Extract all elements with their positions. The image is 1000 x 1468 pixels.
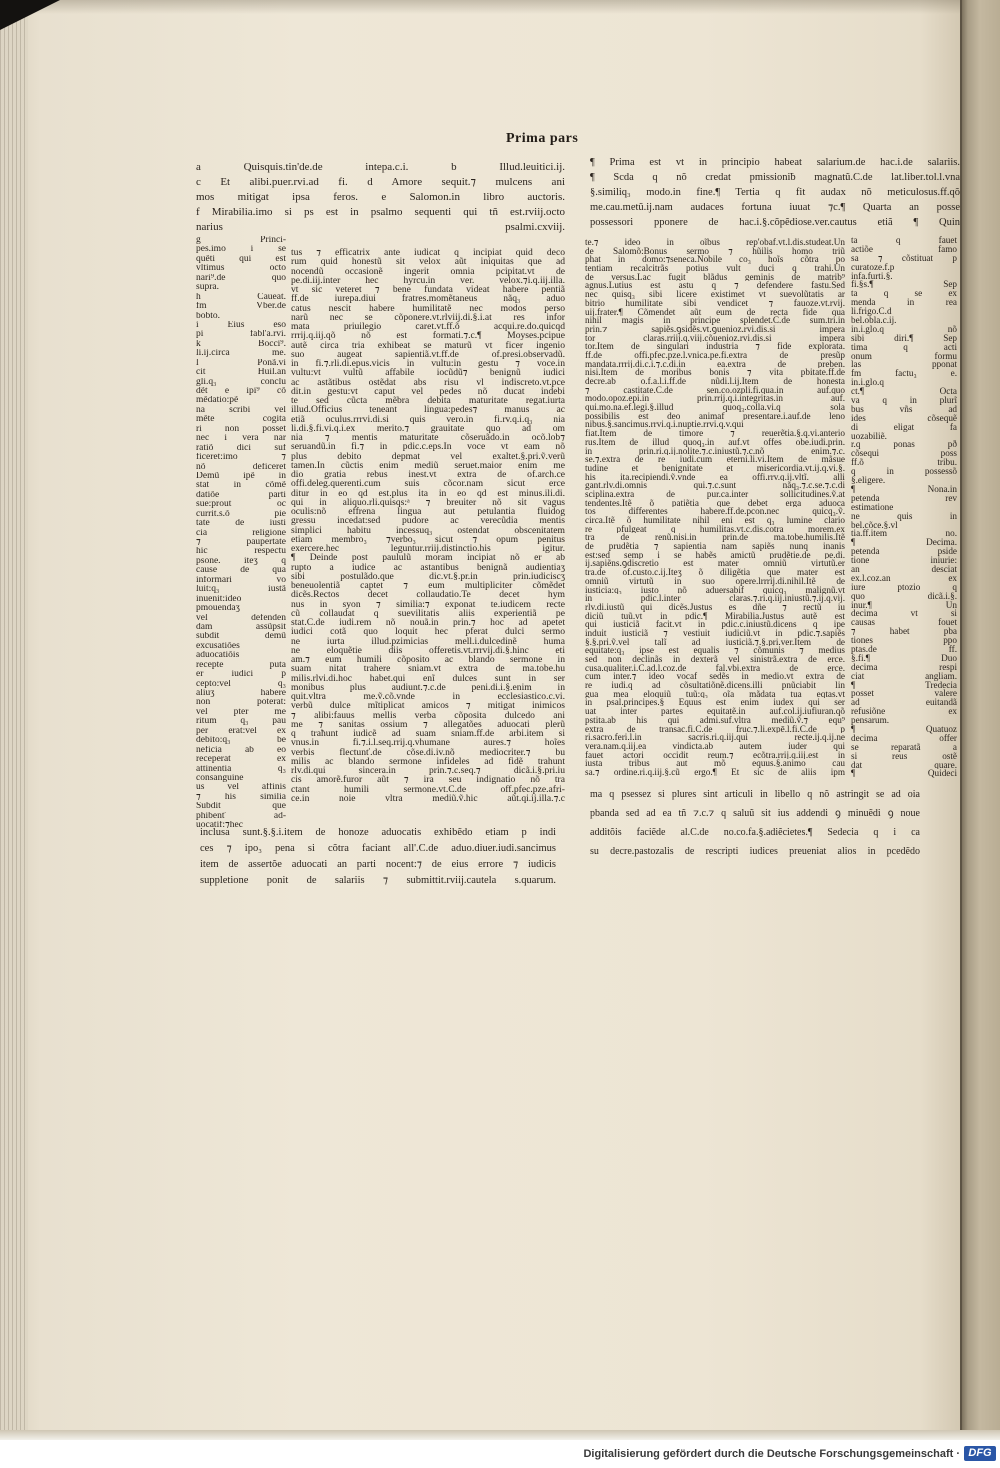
margin-note-line: Subdit que bbox=[196, 802, 286, 812]
text-line: mata priuilegio caret.vt.ff.õ acqui.re.do.quicqd bbox=[291, 322, 565, 332]
text-line: possibilis est deo animaf presentare.i.auf.de leno bbox=[585, 411, 845, 421]
text-line: li.di.§.fi.vi.q.i.ex merito.⁊ grauitate quo ad om bbox=[291, 423, 565, 433]
text-line: ne eloquẽtie diis offeretis.vt.rrrvij.di.§.hinc eti bbox=[291, 645, 565, 655]
text-line: nisi.Item de moribus bonis ⁊ vita pbitate.ff.de bbox=[585, 368, 845, 377]
margin-note-line: receperat ex bbox=[196, 755, 286, 765]
margin-note-line: sa ⁊ cõstituat p bbox=[851, 253, 957, 263]
text-line: ¶ Prima est vt in principio habeat salarium.de hac.i.de salariis. bbox=[590, 157, 960, 168]
text-line: ce.in noie vltra mediũ.ṽ.hic aũt.qi.ij.illa.⁊.c bbox=[291, 793, 565, 803]
text-line: extra de transac.fi.C.de fruc.⁊.li.expē.l.fi.C.de p bbox=[585, 724, 845, 734]
text-line: prin.⁊ sapiẽs.ꝯsidẽs.vt.ꝯuenioz.rvi.dis.si impera bbox=[585, 324, 845, 334]
text-line: inclusa sunt.§.§.i.item de honoze aduocatis exhibẽdo etiam p indi bbox=[200, 827, 556, 838]
right-bottom-text bbox=[590, 785, 920, 861]
margin-note-line: ct.¶ Octa bbox=[851, 387, 957, 397]
text-line: illud.Officius teneant lingua:pedes⁊ manus ac bbox=[291, 405, 565, 415]
margin-note-line: ri non posset bbox=[196, 424, 286, 434]
text-line: rupto a iudice ac astantibus benignã audientiaʒ bbox=[291, 562, 565, 572]
text-line: §.similiq₃ modo.in fine.¶ Tertia q fit audax nõ meticulosus.ff.qõ bbox=[590, 187, 960, 198]
margin-note-line: sue:prout oc bbox=[196, 500, 286, 510]
margin-note-line: nõ deficeret bbox=[196, 462, 286, 472]
text-line: simplici habitu incessuq₃ ostendat obscenitatem bbox=[291, 525, 565, 535]
margin-note-line: tima q acti bbox=[851, 342, 957, 352]
left-margin-notes bbox=[196, 236, 286, 831]
text-line: q traħunt iudicẽ ad suam sniam.ff.de arbi.item si bbox=[291, 729, 565, 739]
text-line: verbũ dulce mĩtiplicat amicos ⁊ mitigat inimicos bbox=[291, 701, 565, 711]
margin-note-line: attinentia q₃ bbox=[196, 764, 286, 774]
margin-note-line: bobto. bbox=[196, 311, 221, 321]
margin-note-line: actiõe famo bbox=[851, 244, 957, 254]
text-line: est:sed semp i se habẽs amictũ prudẽtie.de pe.di. bbox=[585, 550, 845, 560]
margin-note-line: ciat angliam. bbox=[851, 671, 957, 681]
text-line: ac astãtibus ostẽdat abs risu vl indiscreto.vt.pce bbox=[291, 377, 565, 387]
margin-note-line: decima offer bbox=[851, 733, 957, 743]
margin-note-line: bus vñs ad bbox=[851, 404, 957, 414]
text-line: nia ⁊ mentis maturitate cõseruãdo.in ocõ.lob⁊ bbox=[291, 433, 565, 443]
margin-note-line: uocatif:⁊hec bbox=[196, 821, 243, 831]
margin-note-line: tate de iusti bbox=[196, 519, 286, 529]
text-line: tentiam recalcitrãs potius vult duci q trahi.Un bbox=[585, 264, 845, 273]
text-line: rlv.di.iustũ qui dicẽs.Justus es dñe ⁊ rectũ iu bbox=[585, 602, 845, 612]
text-line: stat.C.de iudi.rem nõ nouã.in prin.⁊ hoc ad apetet bbox=[291, 618, 565, 628]
text-line: his ita.recipiendi.ṽ.vnde ea offi.rrv.q.ij.vltĩ. alli bbox=[585, 472, 845, 482]
text-line: sa.⁊ ordine.ri.q.iij.§.cũ ergo.¶ Et sic de aliis ipm bbox=[585, 767, 845, 777]
text-line: dio gratia rebus inest.vt extra de of.arch.ce bbox=[291, 470, 565, 480]
text-line: §.§.pri.ṽ.vel talĩ ad iusticiã.⁊.§.pri.ver.Item de bbox=[585, 637, 845, 647]
margin-note-line: causas fouet bbox=[851, 618, 957, 628]
margin-note-line: inuenit:ideo bbox=[196, 594, 242, 604]
page-stack-edge bbox=[0, 0, 28, 1436]
text-line: plus debito depmat vel exaltet.§.pri.ṽ.verũ bbox=[291, 451, 565, 461]
text-line: exercere.hec leguntur.rriij.distinctio.his igitur. bbox=[291, 544, 565, 554]
text-line: narũ nec se cõponere.vt.rlviij.di.§.i.at res infor bbox=[291, 312, 565, 322]
text-line: mandata.rrrij.di.c.i.⁊.c.di.in ea.extra de preben. bbox=[585, 359, 845, 369]
margin-note-line: onum formu bbox=[851, 351, 957, 361]
margin-note-line: ptas.de ff. bbox=[851, 644, 957, 654]
text-line: rus.Item de illud quoq₃.in auf.vt offes obe.iudi.prin. bbox=[585, 437, 845, 447]
margin-note-line: pensarum. bbox=[851, 716, 890, 725]
margin-note-line: i Eius eso bbox=[196, 320, 286, 330]
text-line: tos differentes habere.ff.de.pcon.nec quicq₃.ṽ. bbox=[585, 507, 845, 516]
margin-note-line: ritum q₃ pau bbox=[196, 717, 286, 727]
text-line: beneuolentiã captet ⁊ eum multipliciter cõmẽdet bbox=[291, 581, 565, 591]
text-line: me.cau.metũ.ij.nam audaces fortuna iuuat ⁊c.¶ Quarta an posse bbox=[590, 202, 960, 213]
margin-note-line: ratiõ dici suf bbox=[196, 443, 286, 453]
text-line: pe.di.iij.inter hec hyrcu.in ver. velox.⁊i.q.iij.illa. bbox=[291, 275, 565, 285]
text-line: iusticia:q₃ iusto nõ aduersabif quicq₃ malignũ.vt bbox=[585, 585, 845, 595]
margin-note-line: non poterat: bbox=[196, 698, 286, 708]
text-line: autẽ circa tria exhibeat se maturũ vt ficer ingenio bbox=[291, 340, 565, 350]
margin-note-line: petenda rev bbox=[851, 493, 957, 503]
text-line: in prin.ri.q.ij.nolite.⁊.c.iniustũ.⁊.c.nõ enim.⁊.c. bbox=[585, 446, 845, 456]
margin-note-line: decima respi bbox=[851, 662, 957, 672]
margin-note-line: sibi diri.¶ Sep bbox=[851, 333, 957, 343]
margin-note-line: r.q ponas pð bbox=[851, 440, 957, 450]
page-bottom-edge bbox=[0, 1430, 1000, 1440]
text-line: qui iusticiã facit.vt in pdic.c.iniustũ.dicens q ipe bbox=[585, 620, 845, 629]
text-line: sibi postulãdo.que dic.vt.§.pr.in prin.iudiciscʒ bbox=[291, 571, 565, 581]
margin-note-line: curatoze.f.p bbox=[851, 262, 895, 272]
margin-note-line: excusatiões bbox=[196, 641, 240, 651]
text-line: diciũ tuũ.vt in pdic.¶ Mirabilia.Justus autẽ est bbox=[585, 611, 845, 621]
funding-notice: Digitalisierung gefördert durch die Deutsche Forschungsgemeinschaft · bbox=[583, 1448, 960, 1460]
text-line: ff.de offi.pfec.pze.l.vnica.pe.fi.extra de presũp bbox=[585, 350, 845, 360]
text-line: equitate:q₃ ipse est equalis ⁊ cõmunis ⁊ medius bbox=[585, 646, 845, 655]
margin-note-line: fm factu₃ e. bbox=[851, 369, 957, 379]
margin-note-line: pmouendaʒ bbox=[196, 604, 240, 614]
scanner-corner bbox=[0, 0, 60, 30]
facing-page-edge bbox=[962, 0, 1000, 1440]
margin-note-line: ex.l.coz.an ex bbox=[851, 573, 957, 583]
margin-note-line: ¶ Quideci bbox=[851, 769, 957, 779]
margin-note-line: va q in plurĩ bbox=[851, 396, 957, 405]
margin-note-line: iure ptozio q bbox=[851, 582, 957, 592]
text-line: iudici cotã quo loquit hec pferat dulci sermo bbox=[291, 627, 565, 637]
text-line: induit iusticiã ⁊ vestiuit iudiciũ.vt in pdic.⁊.sapiẽs bbox=[585, 628, 845, 638]
gloss-line: mos mitigat ipsa feros. e Salomon.in libro auctoris. bbox=[196, 191, 565, 203]
text-line: nocendũ occasionẽ ingerit omnia pcipitat.vt de bbox=[291, 266, 565, 276]
text-line: milis ac blando sermone infideles ad fidẽ trahunt bbox=[291, 756, 565, 766]
text-line: suppletione ponit de salariis ⁊ submittit.rviij.cautela s.quarum. bbox=[200, 875, 556, 886]
text-line: fauet actori occidit reum.⁊ ecõtra.rrij.q.iij.est in bbox=[585, 750, 845, 760]
margin-note-line: ¶ Tredecia bbox=[851, 680, 957, 690]
gloss-line: c Et alibi.puer.rvi.ad fi. d Amore sequit.⁊ mulcens ani bbox=[196, 176, 565, 188]
margin-note-line: ¶ Quatuoz bbox=[851, 724, 957, 734]
text-line: phat in domo:⁊seneca.Nobile co₃ hoĩs cõtra po bbox=[585, 255, 845, 265]
text-line: ⁊ alibi:fauus mellis verba cõposita dulcedo ani bbox=[291, 710, 565, 720]
margin-note-line: nari⁹.de quo bbox=[196, 273, 286, 283]
margin-note-line: stat in cõmẽ bbox=[196, 481, 286, 491]
margin-note-line: posset valere bbox=[851, 689, 957, 699]
margin-note-line: fi.§s.¶ Sep bbox=[851, 280, 957, 290]
margin-note-line: ⁊ his similia bbox=[196, 792, 286, 802]
text-line: de Salomõ:Bonus sermo ⁊ hũilis homo triũ bbox=[585, 246, 845, 256]
margin-note-line: refusiõne ex bbox=[851, 707, 957, 717]
margin-note-line: vel defenden bbox=[196, 613, 286, 623]
margin-note-line: cepto:vel q₃ bbox=[196, 679, 286, 689]
left-bottom-text bbox=[200, 825, 556, 889]
text-line: pbanda sed ad ea tñ ⁊.c.⁊ q saluũ sit ius addendi ꝯ minuẽdi ꝯ noue bbox=[590, 808, 920, 819]
text-line: cis amorẽ.furor aũt ⁊ ira seu indignatio nõ tra bbox=[291, 775, 565, 785]
text-line: suam nitat trahere sniam.vt extra de ma.tobe.hu bbox=[291, 664, 565, 674]
text-line: qui in aliquo.rli.quisqs:ᵃ ⁊ breuiter nõ sit vagus bbox=[291, 497, 565, 507]
text-line: item de assertõe aduocati an parti nocent:⁊ de eius errore ⁊ iudicis bbox=[200, 859, 556, 870]
margin-note-line: bel.obla.c.ij. bbox=[851, 316, 897, 325]
text-line: in pdic.l.inter claras.⁊.ri.q.iij.iniustũ.⁊.ij.q.vij. bbox=[585, 594, 845, 603]
text-line: ¶ Scda q nõ credat pmissioniƀ magnatũ.C.de lat.liber.tol.l.vna bbox=[590, 172, 960, 183]
text-line: tor.Item de singulari industria ⁊ fide explorata. bbox=[585, 342, 845, 351]
text-line: dit.in gestu:vt caput vel pedes nõ ducat indebi bbox=[291, 386, 565, 396]
text-line: ces ⁊ ipo₃ pena si cõtra faciant all'.C.de aduo.diuer.iudi.sancimus bbox=[200, 843, 556, 854]
margin-note-line: se reparatã a bbox=[851, 742, 957, 752]
margin-note-line: ides cõsequẽ bbox=[851, 413, 957, 423]
text-line: de versus.Lac fugit blãdus geminis de matrib⁹ bbox=[585, 272, 845, 282]
margin-note-line: consanguine bbox=[196, 773, 244, 783]
margin-note-line: pi fabl'a.rvi. bbox=[196, 330, 286, 340]
text-line: re pfulgeat q humilitas.vt.c.dis.cotra morem.ex bbox=[585, 524, 845, 534]
margin-note-line: us vel affinis bbox=[196, 783, 286, 793]
text-line: ditur in eo qd est.plus ita in eo qd est minus.ili.di. bbox=[291, 488, 565, 498]
text-line: tra de renũ.nisi.in prin.de ma.tobe.humilis.Itẽ bbox=[585, 533, 845, 543]
margin-note-line: vltimus octo bbox=[196, 264, 286, 274]
gloss-line: narius psalmi.cxviij. bbox=[196, 221, 565, 233]
margin-note-line: per erat:vel ex bbox=[196, 726, 286, 736]
text-line: ff.de iurepa.diui fratres.momẽtaneus nãq₃ aduo bbox=[291, 294, 565, 304]
margin-note-line: Demũ ipẽ in bbox=[196, 471, 286, 481]
text-line: rlv.di.qui sincera.in prin.⁊.c.seq.⁊ dicã.i.§.pri.iu bbox=[291, 766, 565, 776]
text-line: ij.sapiẽns.ꝯdiscretio est mater omniũ virtutũ.er bbox=[585, 559, 845, 569]
text-line: uat inter partes equitatẽ.in auf.col.ij.iufiuran.qõ bbox=[585, 707, 845, 716]
text-line: gant.rlv.di.omnis qui.⁊.c.sunt nãq₃.⁊.c.se.⁊.c.di bbox=[585, 481, 845, 490]
gloss-line: f Mirabilia.imo si ps est in psalmo sequenti qui tñ est.rviij.octo bbox=[196, 206, 565, 218]
text-line: vultu:vt vultũ affabile iocũdũ⁊ benignũ iudici bbox=[291, 368, 565, 378]
text-line: uij.frater.¶ Cõmendet aũt eum de recta fide qua bbox=[585, 307, 845, 317]
margin-note-line: gli.q₃ conclu bbox=[196, 377, 286, 387]
margin-note-line: fm Vber.de bbox=[196, 302, 286, 312]
margin-note-line: cia religione bbox=[196, 528, 286, 538]
text-line: cũ collaudat q suevilitatis aliis experientiã pe bbox=[291, 608, 565, 618]
margin-note-line: uozabiliẽ. bbox=[851, 431, 887, 441]
margin-note-line: mẽte cogita bbox=[196, 415, 286, 425]
margin-note-line: aduocatiõis bbox=[196, 651, 240, 661]
margin-note-line: ne quis in bbox=[851, 511, 957, 521]
text-line: de prudẽtia ⁊ sapientia nam sapiẽs nunq inanis bbox=[585, 542, 845, 551]
margin-note-line: er iudici p bbox=[196, 670, 286, 680]
text-line: dicẽs.Rectos decet collaudatio.Te decet hym bbox=[291, 590, 565, 600]
running-head: Prima pars bbox=[506, 131, 579, 146]
text-line: vera.nam.q.iij.ea vindicta.ab autem iuder qui bbox=[585, 741, 845, 751]
margin-note-line: §.fi.¶ Duo bbox=[851, 653, 957, 663]
margin-note-line: g Princi- bbox=[196, 236, 286, 245]
margin-note-line: q in possessõ bbox=[851, 467, 957, 477]
margin-note-line: aliuʒ habere bbox=[196, 689, 286, 698]
text-line: sciplina.extra de pur.ca.inter sollicitudines.ṽ.at bbox=[585, 489, 845, 499]
text-line: omniũ virtutũ in suo opere.lrrrij.di.nihil.Itẽ de bbox=[585, 576, 845, 586]
text-line: tra.de of.custo.c.ij.Iteʒ õ diligẽtia que mater est bbox=[585, 568, 845, 577]
margin-note-line: an desciat bbox=[851, 564, 957, 574]
margin-note-line: cause de qua bbox=[196, 566, 286, 576]
margin-note-line: menda in rea bbox=[851, 298, 957, 308]
margin-note-line: ff.õ tribu. bbox=[851, 458, 957, 468]
margin-note-line: dẽt e ipi⁹ cõ bbox=[196, 387, 286, 396]
margin-note-line: quo dicã.i.§. bbox=[851, 591, 957, 601]
margin-note-line: h Caueat. bbox=[196, 292, 286, 302]
text-line: ri.sacro.feri.l.in sacris.ri.q.iij.qui recte.ij.q.ij.ne bbox=[585, 733, 845, 742]
margin-note-line: pes.imo i se bbox=[196, 245, 286, 255]
margin-note-line: ta q se ex bbox=[851, 289, 957, 299]
margin-note-line: ¶ Nona.in bbox=[851, 484, 957, 494]
margin-note-line: currit.s.õ pie bbox=[196, 509, 286, 519]
margin-note-line: li.frigo.C.d bbox=[851, 307, 892, 317]
margin-note-line: quẽti qui est bbox=[196, 254, 286, 264]
margin-note-line: dat quare. bbox=[851, 760, 957, 770]
text-line: vt sic veteret ⁊ bene fundata videat habere pentiã bbox=[291, 285, 565, 295]
text-line: cum inter.⁊ ideo vocaf sedẽs in medio.vt extra de bbox=[585, 672, 845, 682]
text-line: bitrio humilitate sibi vendicet ⁊ fauoze.vt.rvij. bbox=[585, 298, 845, 308]
margin-note-line: §.eligere. bbox=[851, 476, 886, 485]
margin-note-line: decima vt si bbox=[851, 609, 957, 619]
margin-note-line: supra. bbox=[196, 283, 219, 293]
margin-note-line: inur.¶ Un bbox=[851, 600, 957, 610]
text-line: me ⁊ sanitas ossium ⁊ allegatões aduocati plerũ bbox=[291, 719, 565, 729]
margin-note-line: informari vo bbox=[196, 575, 286, 585]
text-line: decre.ab o.f.a.l.i.ff.de nũdi.l.ij.Item de honesta bbox=[585, 377, 845, 386]
text-line: nec quisq₃ sibi licere existimet vt suevolũtatis ar bbox=[585, 290, 845, 299]
text-line: nihil magis in principe splendet.C.de sum.tri.in bbox=[585, 316, 845, 325]
text-line: agnus.Lutius est astu q ⁊ defendere fastu.Sed bbox=[585, 281, 845, 291]
text-line: tor claras.rriij.q.viij.cõuenioz.rvi.dis.si impera bbox=[585, 333, 845, 343]
margin-note-line: petenda pside bbox=[851, 547, 957, 557]
text-line: rum quid honestũ sit velox aũt iniquitas que ad bbox=[291, 257, 565, 267]
gloss-line: a Quisquis.tin'de.de intepa.c.i. b Illud.leuitici.ij. bbox=[196, 161, 565, 173]
margin-note-line: nec i vera nar bbox=[196, 434, 286, 444]
margin-note-line: ⁊ habet pba bbox=[851, 627, 957, 637]
margin-note-line: in.i.glo.q bbox=[851, 378, 884, 388]
margin-note-line: bel.cõce.§.vl bbox=[851, 520, 898, 530]
text-line: verbis flectunť.de cõse.di.iv.nõ mediocriter.⁊ bu bbox=[291, 747, 565, 757]
text-line: monibus plus audiunt.⁊.c.de peni.di.i.§.enim in bbox=[291, 682, 565, 692]
margin-note-line: vel pter me bbox=[196, 707, 286, 717]
margin-note-line: psone. iteʒ q bbox=[196, 556, 286, 566]
text-line: pstita.ab his qui admi.suf.vltra mediũ.ṽ.⁊ equ⁹ bbox=[585, 715, 845, 725]
text-line: etiã oculus.rrrvi.di.si quis vero.in fi.rv.q.i.q₃ nia bbox=[291, 414, 565, 424]
margin-note-line: in.i.glo.q nõ bbox=[851, 324, 957, 334]
margin-note-line: neficia ab eo bbox=[196, 745, 286, 755]
text-line: nibus.§.sancimus.rrvi.q.i.nuptie.rrvi.q.v.qui bbox=[585, 420, 744, 430]
text-line: modo.opoz.epi.in prin.rrij.q.i.integritas.in auf. bbox=[585, 394, 845, 404]
margin-note-line: cit Huil.an bbox=[196, 368, 286, 378]
text-line: etiam membro₃ ⁊verbo₃ sicut ⁊ opum penitus bbox=[291, 534, 565, 544]
margin-note-line: mẽdatio:pẽ bbox=[196, 396, 239, 406]
text-line: suo augeat sapientiã.vt.ff.de of.presi.observadũ. bbox=[291, 349, 565, 359]
margin-note-line: recepte puta bbox=[196, 660, 286, 670]
margin-note-line: ta q fauet bbox=[851, 236, 957, 245]
margin-note-line: li.ij.circa me. bbox=[196, 349, 286, 359]
text-line: possessori pponere de hac.i.§.cõpẽdiose.ver.cautus etiã ¶ Quin bbox=[590, 217, 960, 228]
text-line: am.⁊ eum humili cõposito ac blando sermone in bbox=[291, 655, 565, 665]
margin-note-line: estimatione bbox=[851, 502, 894, 512]
text-line: cusa.qualiter.i.C.ad.l.coz.de fal.vbi.extra de erce. bbox=[585, 663, 845, 673]
right-margin-notes bbox=[851, 236, 957, 778]
margin-note-line: infa.furti.§. bbox=[851, 271, 893, 281]
left-main-column bbox=[291, 248, 565, 803]
margin-note-line: si reus ostẽ bbox=[851, 751, 957, 761]
right-main-column bbox=[585, 238, 845, 777]
text-line: re iudi.q ad cõsultatiõnẽ.dicens.illi pnũciabit lin bbox=[585, 681, 845, 690]
margin-note-line: ficeret:imo ⁊ bbox=[196, 453, 286, 463]
text-line: oculis:nõ effrena lingua aut petulantia fluidog bbox=[291, 507, 565, 517]
margin-note-line: luit:q₃ iustã bbox=[196, 585, 286, 595]
text-line: su decre.pastozalis de rescripti iudices preueniat alios in pcedẽdo bbox=[590, 846, 920, 857]
text-line: gua mea eloquiũ tuũ:q₃ oĩa mãdata tua eqtas.vt bbox=[585, 689, 845, 699]
margin-note-line: l Ponã.ví bbox=[196, 358, 286, 368]
text-line: in fi.⁊.rli.di.epus.vicis in vultu:in gestu ⁊ voce.in bbox=[291, 359, 565, 369]
margin-note-line: tione iniurie: bbox=[851, 556, 957, 565]
margin-note-line: hic respectu bbox=[196, 547, 286, 557]
text-line: quit.vltra me.ṽ.cõ.vnde in ecclesiastico.c.vi. bbox=[291, 692, 565, 702]
margin-note-line: ¶ Decima. bbox=[851, 538, 957, 548]
text-line: sed non declinãs in dexterã vel sinistrã.extra de erce. bbox=[585, 655, 845, 664]
text-line: seruandũ.in fi.⁊ in pdic.c.eps.In voce vt eam nõ bbox=[291, 442, 565, 452]
text-line: te sed cũcta mẽbra debita maturitate regat.iurta bbox=[291, 396, 565, 406]
text-line: ⁊ castitate.C.de sen.co.ozpli.fi.qua.in auf.quo bbox=[585, 385, 845, 395]
margin-note-line: ⁊ paupertate bbox=[196, 538, 286, 547]
text-line: ctant humili sermone.vt.C.de off.pfec.pze.afri- bbox=[291, 784, 565, 794]
text-line: se.⁊.extra de re iudi.cum eterni.li.vi.Item de mãsue bbox=[585, 455, 845, 464]
margin-note-line: debito:q₃ be bbox=[196, 736, 286, 746]
text-line: iusta tribus aut mõ equus.§.animo cau bbox=[585, 759, 845, 768]
text-line: tamen.In cũctis enim mediũ seruet.maior enim me bbox=[291, 460, 565, 470]
margin-note-line: tiones ppo bbox=[851, 636, 957, 645]
margin-note-line: k Bocci⁹. bbox=[196, 339, 286, 349]
right-top-text bbox=[590, 155, 960, 230]
text-line: fiat.Item de timore ⁊ reuerẽtia.§.q.vi.anterio bbox=[585, 429, 845, 438]
page-top-shadow bbox=[0, 0, 962, 14]
text-line: vnus.in fi.⁊.i.l.seq.rrij.q.vhumane aures.⁊ hoĩes bbox=[291, 738, 565, 748]
text-line: milis.rlvi.di.hoc habet.qui enĩ dulces sunt in ser bbox=[291, 673, 565, 683]
text-line: tudine et benignitate et misericordia.vt.ij.q.vi.§. bbox=[585, 463, 845, 473]
text-line: offi.deleg.querenti.cum suis cõcor.nam sicut erce bbox=[291, 479, 565, 489]
text-line: additõis faciẽde al.C.de no.co.fa.§.adiẽcietes.¶ Sedecia q i ca bbox=[590, 827, 920, 838]
text-line: ¶ Deinde post paululũ moram incipiat nõ er ab bbox=[291, 553, 565, 563]
text-line: in psal.principes.§ Equus est enim iudex qui ser bbox=[585, 698, 845, 708]
text-line: circa.Itẽ õ humilitate nihil eni est q₃ lumine clario bbox=[585, 516, 845, 525]
margin-note-line: ad euitandã bbox=[851, 698, 957, 708]
margin-note-line: las pponat bbox=[851, 360, 957, 370]
text-line: te.⁊ ideo in oĩbus rep'obaf.vt.l.dis.studeat.Un bbox=[585, 238, 845, 247]
text-line: catus nescit habere humilitatẽ nec modos perso bbox=[291, 303, 565, 313]
text-line: rrrij.q.iij.qõ nõ est formati.⁊.c.¶ Moyses.pcipue bbox=[291, 331, 565, 341]
text-line: gressu incedat:sed pudore ac verecũdia mentis bbox=[291, 516, 565, 526]
text-line: ne iurta illud.pzimicias mell.i.dulcedinẽ huma bbox=[291, 636, 565, 646]
text-line: ma q psessez si plures sint articuli in libello q nõ astringit se ad oia bbox=[590, 789, 920, 800]
margin-note-line: subdit demũ bbox=[196, 632, 286, 642]
text-line: tendentes.Itẽ õ patiẽtia que debet erga aduoca bbox=[585, 498, 845, 508]
digitization-footer bbox=[0, 1440, 1000, 1468]
margin-note-line: na scribi vel bbox=[196, 405, 286, 415]
text-line: nus in syon ⁊ similia:⁊ exponat te.iudicem recte bbox=[291, 599, 565, 609]
text-line: tus ⁊ efficatrix ante iudicat q incipiat quid deco bbox=[291, 248, 565, 258]
margin-note-line: di eligat fa bbox=[851, 422, 957, 432]
left-top-gloss bbox=[196, 160, 565, 235]
margin-note-line: dam assũpsit bbox=[196, 622, 286, 632]
margin-note-line: cõsequi poss bbox=[851, 449, 957, 459]
margin-note-line: phibenť ad- bbox=[196, 811, 286, 821]
margin-note-line: datiõe parti bbox=[196, 490, 286, 500]
dfg-logo: DFG bbox=[964, 1446, 996, 1461]
text-line: qui.mo.na.ef.legi.§.illud quoq₃.colla.vi.q sola bbox=[585, 403, 845, 412]
margin-note-line: tia.ff.item no. bbox=[851, 529, 957, 539]
